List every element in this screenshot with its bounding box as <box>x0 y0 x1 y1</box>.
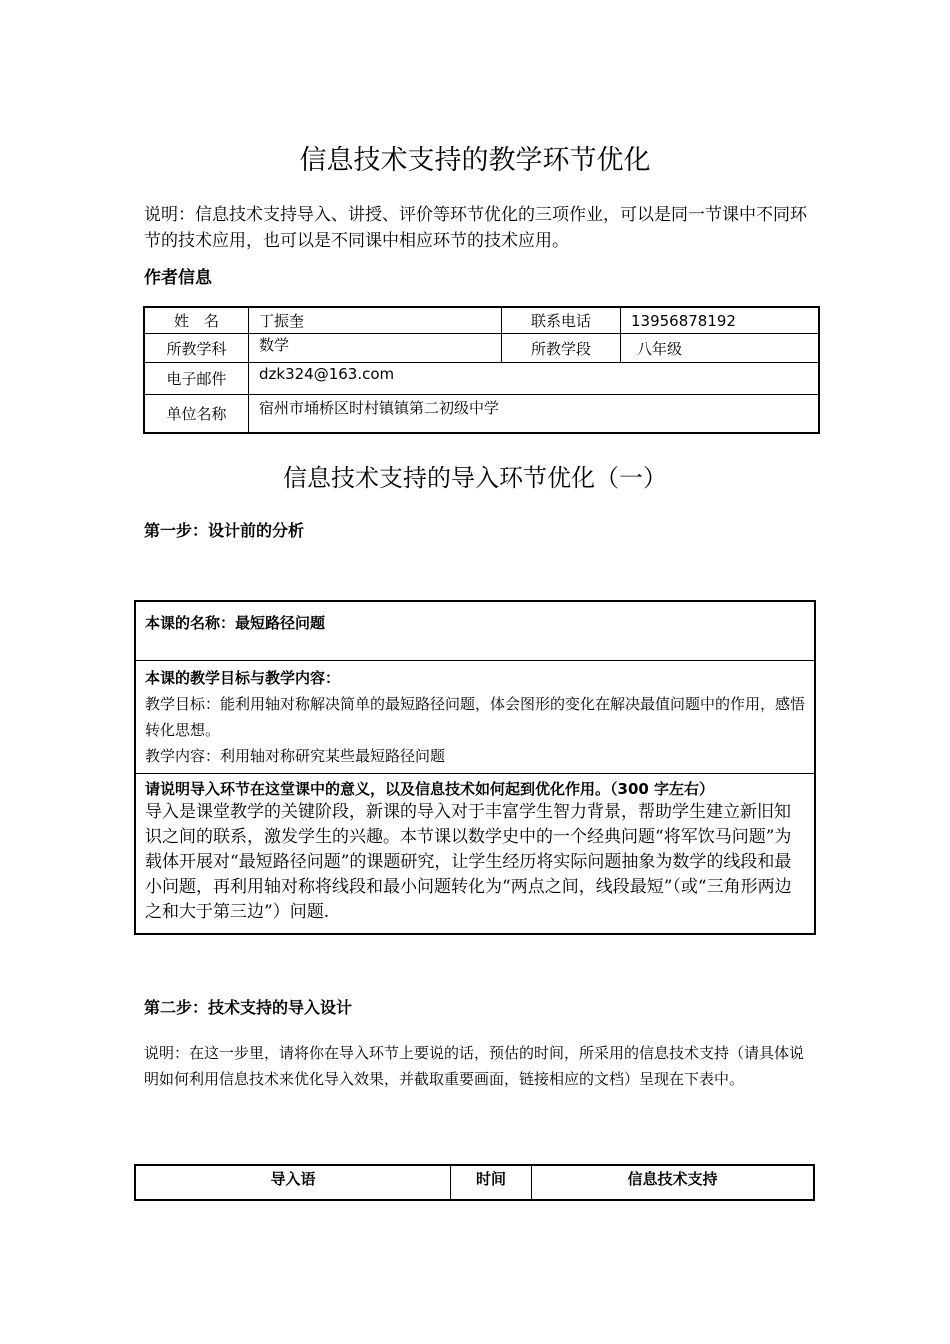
col-tech-support: 信息技术支持 <box>532 1165 815 1200</box>
instructions-note: 说明：信息技术支持导入、讲授、评价等环节优化的三项作业，可以是同一节课中不同环节的技术应用，也可以是不同课中相应环节的技术应用。 <box>144 205 807 251</box>
lesson-name: 本课的名称：最短路径问题 <box>145 614 326 632</box>
intro-design-table <box>134 1164 815 1201</box>
meaning-text: 导入是课堂教学的关键阶段，新课的导入对于丰富学生智力背景，帮助学生建立新旧知识之间的联系，激发学生的兴趣。本节课以数学史中的一个经典问题“将军饮马问题”为载体开展对“最短路径问题”的课题研究，让学生经历将实际问题抽象为数学的线段和最小问题，再利用轴对称将线段和最小问题转化为“两点之间，线段最短”（或“三角形两边之和大于第三边”）问题. <box>145 802 792 922</box>
phone-value: 13956878192 <box>621 307 820 334</box>
goals-section <box>136 661 814 774</box>
section-subtitle: 信息技术支持的导入环节优化（一） <box>283 464 667 492</box>
name-label: 姓 名 <box>144 307 249 334</box>
name-value: 丁振奎 <box>249 307 502 334</box>
analysis-box <box>134 600 816 935</box>
page-title: 信息技术支持的教学环节优化 <box>299 145 651 176</box>
col-intro-words: 导入语 <box>135 1165 451 1200</box>
content-text: 教学内容：利用轴对称研究某些最短路径问题 <box>145 747 446 765</box>
author-heading: 作者信息 <box>144 268 212 288</box>
subject-value: 数学 <box>249 334 502 363</box>
grade-value: 八年级 <box>621 334 820 363</box>
email-value: dzk324@163.com <box>249 363 820 395</box>
unit-label: 单位名称 <box>144 395 249 434</box>
email-label: 电子邮件 <box>144 363 249 395</box>
phone-label: 联系电话 <box>502 307 621 334</box>
step2-note: 说明：在这一步里，请将你在导入环节上要说的话，预估的时间，所采用的信息技术支持（请具体说明如何利用信息技术来优化导入效果，并截取重要画面，链接相应的文档）呈现在下表中。 <box>144 1044 805 1088</box>
author-info-table <box>143 306 820 434</box>
goals-heading: 本课的教学目标与教学内容： <box>145 669 341 687</box>
lesson-name-section <box>136 602 814 661</box>
goals-text: 教学目标：能利用轴对称解决简单的最短路径问题，体会图形的变化在解决最值问题中的作用，感悟转化思想。 <box>145 695 806 739</box>
step2-heading: 第二步：技术支持的导入设计 <box>144 998 353 1017</box>
step1-heading: 第一步：设计前的分析 <box>144 521 305 540</box>
grade-label: 所教学段 <box>502 334 621 363</box>
col-time: 时间 <box>451 1165 532 1200</box>
subject-label: 所教学科 <box>144 334 249 363</box>
unit-value: 宿州市埇桥区时村镇镇第二初级中学 <box>249 395 820 434</box>
meaning-heading: 请说明导入环节在这堂课中的意义，以及信息技术如何起到优化作用。（300 字左右） <box>145 780 715 798</box>
meaning-section <box>136 774 814 933</box>
